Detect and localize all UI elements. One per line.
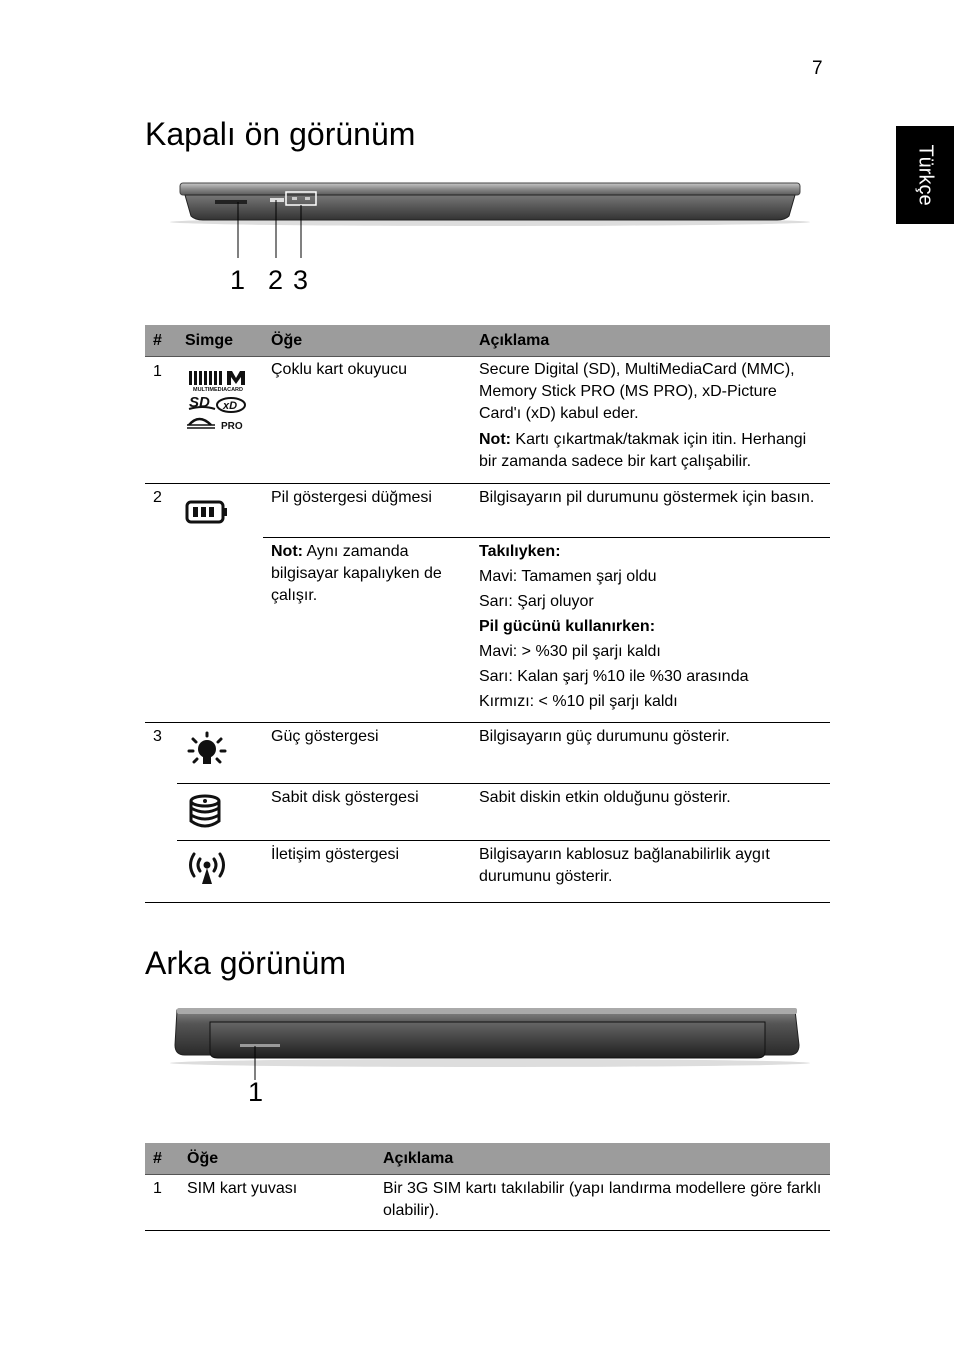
row-description: Bilgisayarın güç durumunu gösterir. [471, 723, 830, 784]
row-description: Bir 3G SIM kartı takılabilir (yapı landırma modellere göre farklı olabilir). [383, 1180, 822, 1219]
row-description [471, 538, 830, 723]
laptop-front-illustration [165, 178, 815, 258]
hdd-icon [177, 784, 263, 841]
header-item: Öğe [263, 325, 471, 357]
front-callout-3: 3 [293, 265, 309, 295]
rear-callout-1: 1 [248, 1077, 264, 1107]
charging-line: Sarı: Şarj oluyor [479, 593, 594, 610]
row-item: İletişim göstergesi [263, 841, 471, 903]
front-callout-2: 2 [268, 265, 284, 295]
battery-line: Mavi: > %30 pil şarjı kaldı [479, 643, 661, 660]
row-description: Bilgisayarın kablosuz bağlanabilirlik aygıt durumunu gösterir. [471, 841, 830, 903]
table-row [145, 1175, 830, 1231]
table-header-row [145, 1143, 830, 1175]
laptop-rear-illustration [165, 1000, 815, 1080]
row-description: Bilgisayarın pil durumunu göstermek için basın. [471, 484, 830, 538]
note-label: Not: [479, 431, 511, 448]
front-view-title: Kapalı ön görünüm [145, 116, 416, 152]
mmc-logo-text: MULTIMEDIACARD [192, 387, 244, 393]
svg-text:SD: SD [189, 394, 210, 411]
battery-line: Kırmızı: < %10 pil şarjı kaldı [479, 693, 678, 710]
description-text: Secure Digital (SD), MultiMediaCard (MMC), Memory Stick PRO (MS PRO), xD-Picture Card'ı (xD) kabul eder. [479, 361, 795, 422]
card-reader-logos-icon [177, 357, 263, 484]
row-item: Çoklu kart okuyucu [271, 361, 408, 378]
language-tab [896, 126, 954, 224]
table-header-row [145, 325, 830, 357]
header-description: Açıklama [375, 1143, 830, 1175]
row-num: 1 [153, 1180, 162, 1197]
rear-view-table [145, 1143, 830, 1231]
table-row [145, 723, 830, 784]
charging-title: Takılıyken: [479, 543, 561, 560]
row-num: 1 [153, 363, 162, 380]
row-item: Pil göstergesi düğmesi [263, 484, 471, 538]
row-num: 3 [145, 723, 177, 903]
row-num: 2 [145, 484, 177, 723]
header-num: # [145, 325, 177, 357]
table-row [145, 784, 830, 841]
header-num: # [145, 1143, 179, 1175]
row-item: Sabit disk göstergesi [263, 784, 471, 841]
note-text: Aynı zamanda bilgisayar kapalıyken de çalışır. [271, 543, 442, 604]
header-item: Öğe [179, 1143, 375, 1175]
note-label: Not: [271, 543, 303, 560]
row-item: SIM kart yuvası [187, 1180, 298, 1197]
row-note [263, 538, 471, 723]
row-description [471, 357, 830, 484]
svg-text:xD: xD [223, 400, 238, 412]
ms-pro-logo-text: PRO [221, 421, 243, 432]
note-text: Kartı çıkartmak/takmak için itin. Herhangi bir zamanda sadece bir kart çalışabilir. [479, 431, 807, 470]
language-tab-label: Türkçe [914, 144, 937, 206]
battery-icon [177, 484, 263, 723]
rear-view-title: Arka görünüm [145, 945, 346, 981]
row-item: Güç göstergesi [263, 723, 471, 784]
table-row [145, 841, 830, 903]
table-row [145, 484, 830, 538]
battery-title: Pil gücünü kullanırken: [479, 618, 656, 635]
header-icon: Simge [177, 325, 263, 357]
front-view-table [145, 325, 830, 903]
header-description: Açıklama [471, 325, 830, 357]
battery-line: Sarı: Kalan şarj %10 ile %30 arasında [479, 668, 749, 685]
front-callout-1: 1 [230, 265, 246, 295]
page-number: 7 [812, 58, 823, 79]
row-description: Sabit diskin etkin olduğunu gösterir. [471, 784, 830, 841]
description-note [479, 429, 822, 473]
power-light-icon [177, 723, 263, 784]
wireless-icon [177, 841, 263, 903]
charging-line: Mavi: Tamamen şarj oldu [479, 568, 657, 585]
table-row [145, 357, 830, 484]
